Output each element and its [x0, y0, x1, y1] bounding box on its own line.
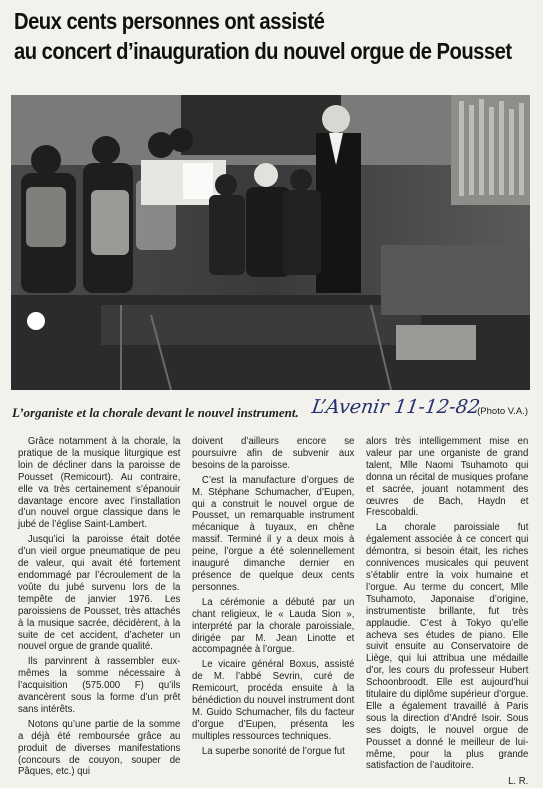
headline-line-1: Deux cents personnes ont assisté: [14, 8, 325, 34]
news-photo: [11, 95, 530, 390]
article-column-3: [366, 436, 529, 788]
headline: [14, 6, 512, 66]
paragraph: alors très intelligemment mise en valeur par une organiste de grand talent, Mlle Naomi Tsuhamoto qui donna un récital de musiques profane et sacrée, jouant notamment des œuvres de Bach, Haydn et Frescobaldi.: [366, 436, 529, 519]
paragraph: La chorale paroissiale fut également associée à ce concert qui démontra, si besoin était, les riches connivences musicales qui peuvent s’établir entre la voix humaine et l’orgue. Au terme du concert, Mlle Tsuhamoto, Japonaise d’origine, instrumentiste brillante, fut très applaudie. C’est à Tokyo qu’elle acheva ses études de piano. Elle suivit ensuite au Conservatoire de Liège, qui lui attribua une médaille d’or, les cours du professeur Hubert Schoonbroodt. Elle est aujourd’hui titulaire du diplôme supérieur d’orgue. Elle a également travaillé à Paris sous la direction d’André Isoir. Sous ses doigts, le nouvel orgue de Pousset a donné le meilleur de lui-même, pour la plus grande satisfaction de l’auditoire.: [366, 522, 529, 772]
photo-credit: (Photo V.A.): [477, 406, 528, 417]
author-initials: L. R.: [508, 776, 529, 788]
paragraph: Jusqu’ici la paroisse était dotée d’un vieil orgue pneumatique de peu de valeur, qui avait été fortement endommagé par l’écroulement de la voûte du jubé survenu lors de la tempête de janvier 1976. Les paroissiens de Pousset, très attachés à la musique sacrée, décidèrent, à la suite de cet accident, d’acheter un nouvel orgue de grande qualité.: [18, 534, 181, 653]
paragraph: La superbe sonorité de l’orgue fut: [201, 745, 345, 757]
paragraph: Grâce notamment à la chorale, la pratique de la musique liturgique est loin de décliner dans la paroisse de Pousset (Remicourt). Au contraire, elle va très certainement s’épanouir davantage encore avec l’installation d’un nouvel orgue classique dans le jubé de l’église Saint-Lambert.: [18, 436, 181, 531]
paragraph: doivent d’ailleurs encore se poursuivre afin de subvenir aux besoins de la paroisse.: [192, 436, 355, 471]
article-column-2: [192, 436, 355, 757]
article-body: [18, 436, 530, 788]
headline-line-2: au concert d’inauguration du nouvel orgue de Pousset: [14, 38, 512, 64]
paragraph: C’est la manufacture d’orgues de M. Stéphane Schumacher, d’Eupen, qui a construit le nouvel orgue de Pousset, un remarquable instrument mécanique à tuyaux, en chêne massif. Terminé il y a deux mois à peine, l’orgue a été solennellement inauguré dimanche dernier en présence de quelque deux cents personnes.: [192, 474, 355, 593]
paragraph: La cérémonie a débuté par un chant religieux, le « Lauda Sion », interprété par la chorale paroissiale, dirigée par M. Jean Linotte et accompagnée à l’orgue.: [192, 596, 355, 656]
paragraph: Le vicaire général Boxus, assisté de M. l’abbé Sevrin, curé de Remicourt, procéda ensuite à la bénédiction du nouvel instrument dont M. Guido Schumacher, fils du facteur d’orgue d’Eupen, présenta les multiples ressources techniques.: [192, 659, 355, 742]
punch-hole: [27, 312, 45, 330]
article-column-1: [18, 436, 181, 778]
caption-row: [12, 396, 532, 426]
handwritten-note: L’Avenir 11-12-82: [310, 396, 482, 418]
photo-caption: L’organiste et la chorale devant le nouvel instrument.: [12, 405, 299, 420]
paragraph: Ils parvinrent à rassembler eux-mêmes la somme nécessaire à l’acquisition (575.000 F) qu’ils avancèrent sous la forme d’un prêt sans intérêts.: [18, 656, 181, 715]
paragraph: Notons qu’une partie de la somme a déjà été remboursée grâce au produit de diverses manifestations (concours de couyon, souper de Pâques, etc.) qui: [18, 718, 181, 778]
